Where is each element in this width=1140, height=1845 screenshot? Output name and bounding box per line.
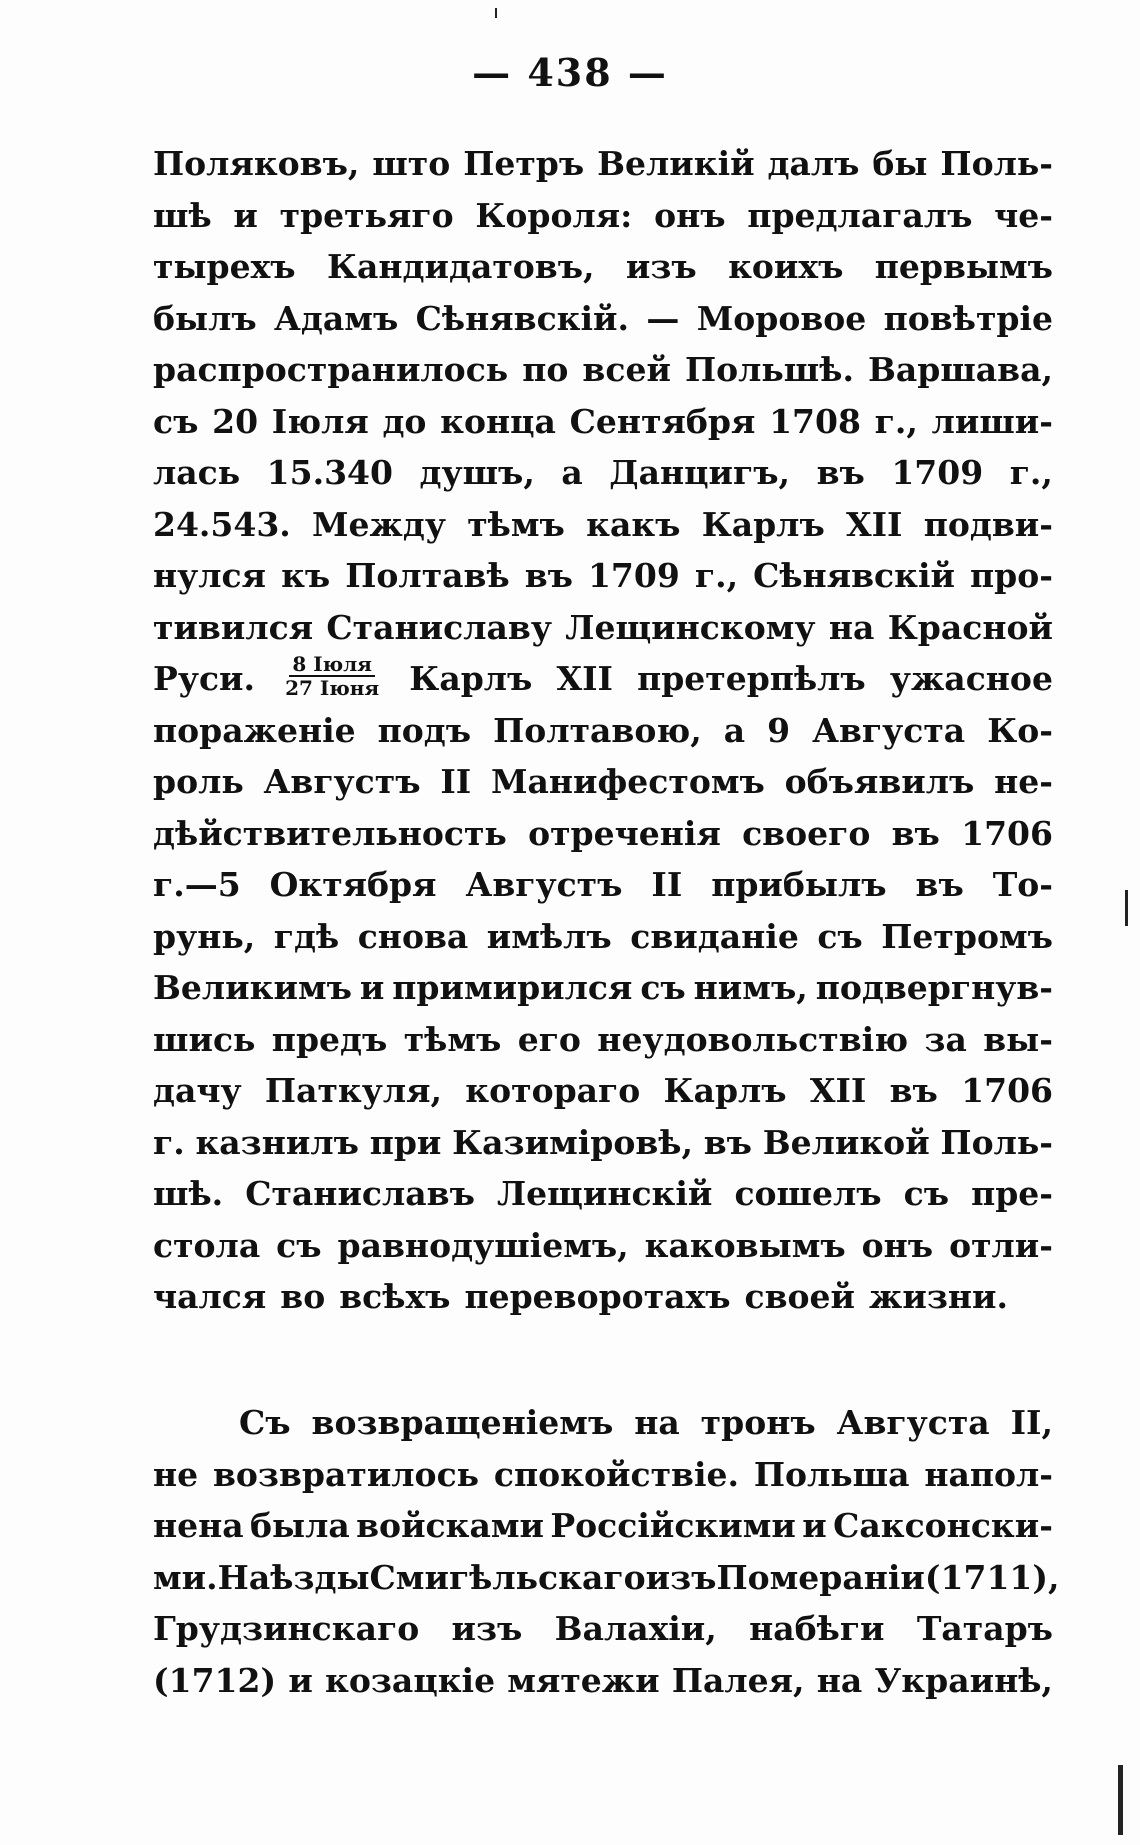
word: мятежи <box>507 1660 660 1700</box>
word: и <box>359 968 385 1007</box>
word: ужасное <box>889 659 1053 698</box>
word: Сѣнявскій. <box>415 298 629 338</box>
word: равнодушіемъ, <box>337 1225 629 1265</box>
word: въ <box>891 813 940 853</box>
word: тѣмъ <box>403 1019 502 1059</box>
word: каковымъ <box>644 1225 846 1265</box>
word: изъ <box>451 1609 523 1648</box>
word: его <box>517 1019 581 1059</box>
word: Съ <box>239 1403 291 1442</box>
word: прибылъ <box>711 865 887 904</box>
word: роль <box>153 762 244 801</box>
word: бы <box>872 144 928 183</box>
margin-mark <box>1118 1765 1123 1835</box>
word: (1711), <box>924 1557 1060 1597</box>
word: снова <box>357 916 469 956</box>
word: во <box>280 1277 326 1316</box>
word: къ <box>281 556 331 595</box>
text-line <box>153 293 1053 345</box>
word: подъ <box>377 710 472 750</box>
word: тырехъ <box>153 247 296 286</box>
word: XII <box>556 659 613 698</box>
word: претерпѣлъ <box>637 659 866 698</box>
word: былъ <box>153 298 257 338</box>
word: лиши- <box>931 401 1053 441</box>
word: всѣхъ <box>339 1277 451 1316</box>
word: была <box>250 1506 350 1545</box>
word: шѣ. <box>153 1174 224 1213</box>
word: Между <box>312 504 446 544</box>
word: Великимъ <box>153 968 352 1007</box>
word: 9 <box>767 710 791 750</box>
word: коихъ <box>728 247 844 286</box>
word: при <box>369 1122 442 1162</box>
word: Грудзинскаго <box>153 1609 420 1648</box>
word: Кандидатовъ, <box>326 247 595 286</box>
word: всей <box>582 350 671 389</box>
text-line <box>153 808 1053 860</box>
word: Саксонски- <box>833 1506 1053 1545</box>
word: рунь, <box>153 916 256 956</box>
text-line <box>153 1655 1053 1707</box>
word: въ <box>703 1122 752 1162</box>
word: Поль- <box>940 1122 1053 1162</box>
word: онъ <box>861 1225 934 1265</box>
word: подвергнув- <box>815 968 1053 1007</box>
word: изъ <box>645 1557 717 1597</box>
word: Лещинскій <box>496 1174 713 1213</box>
word: Іюля <box>271 401 369 441</box>
word: пораженіе <box>153 710 356 750</box>
word: Красной <box>887 607 1053 647</box>
word: не <box>153 1454 199 1494</box>
word: возвращеніемъ <box>311 1403 614 1442</box>
word: набѣги <box>749 1609 885 1648</box>
word: стола <box>153 1225 261 1265</box>
word: въ <box>816 453 865 492</box>
word: XII <box>809 1071 867 1110</box>
text-line <box>153 859 1053 911</box>
text-line <box>153 1500 1053 1552</box>
word: Станиславу <box>326 607 552 647</box>
word: Августъ <box>465 865 623 904</box>
word: че- <box>994 195 1053 235</box>
word: дѣйствительность <box>153 813 507 853</box>
word: конца <box>440 401 556 441</box>
word: объявилъ <box>784 762 975 801</box>
page-number: — 438 — <box>472 50 668 95</box>
word: нена <box>153 1506 244 1545</box>
word: Адамъ <box>274 298 399 338</box>
date-fraction <box>285 653 379 705</box>
margin-mark <box>495 8 497 18</box>
word: а <box>723 710 746 750</box>
text-line <box>153 1397 1053 1449</box>
text-line <box>153 756 1053 808</box>
word: XII <box>846 504 903 544</box>
word: Полтавѣ <box>345 556 510 595</box>
word: г., <box>694 556 739 595</box>
word: изъ <box>625 247 697 286</box>
word: предъ <box>271 1019 388 1059</box>
word: нулся <box>153 556 267 595</box>
word: пре- <box>971 1174 1053 1213</box>
word: Сентября <box>569 401 756 441</box>
word: свиданіе <box>630 916 799 956</box>
text-line <box>153 550 1053 602</box>
word: за <box>924 1019 967 1059</box>
word: II <box>440 762 472 801</box>
text-line <box>153 190 1053 242</box>
word: какъ <box>586 504 681 544</box>
word: далъ <box>767 144 860 183</box>
word: 1709 <box>891 453 984 492</box>
word: 15.340 <box>266 453 393 492</box>
word: Наѣзды <box>217 1557 370 1597</box>
word: 20 <box>212 401 259 441</box>
word: II <box>651 865 683 904</box>
word: отли- <box>949 1225 1053 1265</box>
word: на <box>634 1403 680 1442</box>
word: въ <box>889 1071 938 1110</box>
word: г. <box>153 1122 185 1162</box>
word: Поляковъ, <box>153 144 360 183</box>
word: Россійскими <box>550 1506 796 1545</box>
word: тивился <box>153 607 314 647</box>
text-line <box>153 1065 1053 1117</box>
text-line-fraction <box>153 653 1053 705</box>
word: Палея, <box>671 1660 805 1700</box>
word: предлагалъ <box>747 195 973 235</box>
word: напол- <box>924 1454 1053 1494</box>
word: козацкіе <box>325 1660 496 1700</box>
word: Варшава, <box>867 350 1053 389</box>
word: г., <box>1009 453 1053 492</box>
word: жизни. <box>869 1277 1009 1316</box>
word: Валахіи, <box>554 1609 717 1648</box>
word: Лещинскому <box>565 607 816 647</box>
word: ми. <box>153 1557 218 1597</box>
word: повѣтріе <box>883 298 1053 338</box>
word: и <box>802 1506 827 1545</box>
word: переворотахъ <box>464 1277 731 1316</box>
word: шись <box>153 1019 256 1059</box>
word: Манифестомъ <box>490 762 765 801</box>
word: Августа <box>812 710 966 750</box>
word: въ <box>915 865 964 904</box>
word: 1709 <box>587 556 680 595</box>
word: Петромъ <box>881 916 1053 956</box>
text-line <box>153 344 1053 396</box>
word: распространилось <box>153 350 509 389</box>
word: Руси. <box>153 659 255 698</box>
word: нимъ, <box>693 968 808 1007</box>
word: чался <box>153 1277 267 1316</box>
word: Казиміровѣ, <box>452 1122 693 1162</box>
word: лась <box>153 453 241 492</box>
word: онъ <box>654 195 726 235</box>
word: своей <box>744 1277 856 1316</box>
word: тѣмъ <box>467 504 565 544</box>
word: Татаръ <box>916 1609 1053 1648</box>
word: (1712) <box>153 1660 277 1700</box>
word: Августа <box>836 1403 990 1442</box>
word: Октября <box>269 865 437 904</box>
word: Польшѣ. <box>684 350 854 389</box>
word: Польша <box>753 1454 910 1494</box>
word: имѣлъ <box>486 916 612 956</box>
word: съ <box>903 1174 950 1213</box>
word: Карлъ <box>701 504 825 544</box>
word: гдѣ <box>273 916 340 956</box>
text-line <box>153 447 1053 499</box>
fraction-denominator: 27 Іюня <box>285 676 380 700</box>
word: котораго <box>465 1071 641 1110</box>
text-line <box>153 705 1053 757</box>
word: своего <box>742 813 871 853</box>
word: сошелъ <box>734 1174 882 1213</box>
text-line <box>153 1117 1053 1169</box>
word: и <box>288 1660 313 1700</box>
word: въ <box>524 556 573 595</box>
fraction-numerator: 8 Іюля <box>289 653 375 677</box>
paragraph-2 <box>153 1397 1060 1706</box>
word: Великой <box>762 1122 930 1162</box>
word: Петръ <box>463 144 585 183</box>
word: а <box>561 453 583 492</box>
word: до <box>382 401 427 441</box>
word: Полтавою, <box>493 710 702 750</box>
word: што <box>372 144 451 183</box>
text-line <box>153 1014 1053 1066</box>
word: съ <box>276 1225 322 1265</box>
text-line <box>153 499 1053 551</box>
text-line <box>153 1220 1053 1272</box>
word: 1706 <box>961 1071 1053 1110</box>
word: шѣ <box>153 195 212 235</box>
word: и <box>233 195 258 235</box>
word: То- <box>992 865 1053 904</box>
text-line <box>153 1552 1060 1604</box>
word: примирился <box>392 968 633 1007</box>
text-line <box>153 602 1053 654</box>
word: на <box>816 1660 863 1700</box>
word: Смигѣльскаго <box>369 1557 646 1597</box>
word: тронъ <box>700 1403 816 1442</box>
word: г., <box>874 401 918 441</box>
word: Украинѣ, <box>874 1660 1053 1700</box>
word: г.—5 <box>153 865 241 904</box>
word: неудовольствію <box>597 1019 909 1059</box>
word: 1706 <box>961 813 1053 853</box>
word: 1708 <box>769 401 861 441</box>
text-line <box>153 962 1053 1014</box>
word: первымъ <box>874 247 1053 286</box>
word: Карлъ <box>409 659 533 698</box>
word: 24.543. <box>153 504 291 544</box>
word: душъ, <box>419 453 535 492</box>
text-line <box>153 1603 1053 1655</box>
word: Великій <box>597 144 755 183</box>
word: съ <box>640 968 686 1007</box>
word: Короля: <box>475 195 633 235</box>
text-line <box>153 1449 1053 1501</box>
word: на <box>828 607 875 647</box>
paragraph-1 <box>153 138 1053 1323</box>
word: подви- <box>923 504 1053 544</box>
word: Помераніи <box>716 1557 925 1597</box>
word: съ <box>153 401 199 441</box>
word: про- <box>970 556 1053 595</box>
text-line <box>153 1271 1053 1323</box>
word: казнилъ <box>195 1122 359 1162</box>
word: Поль- <box>940 144 1053 183</box>
word: Карлъ <box>663 1071 787 1110</box>
word: возвратилось <box>212 1454 480 1494</box>
text-line <box>153 138 1053 190</box>
margin-mark <box>1125 890 1128 926</box>
text-line <box>153 1168 1053 1220</box>
word: съ <box>817 916 863 956</box>
word: дачу <box>153 1071 242 1110</box>
word: спокойствіе. <box>493 1454 739 1494</box>
word: Ко- <box>987 710 1053 750</box>
word: — <box>646 298 680 338</box>
word: Сѣнявскій <box>753 556 955 595</box>
word: II, <box>1010 1403 1053 1442</box>
word: по <box>522 350 569 389</box>
word: Данцигъ, <box>609 453 791 492</box>
word: третьяго <box>279 195 454 235</box>
text-line <box>153 241 1053 293</box>
word: вы- <box>983 1019 1053 1059</box>
text-line <box>153 911 1053 963</box>
word: Станиславъ <box>245 1174 475 1213</box>
text-line <box>153 396 1053 448</box>
word: Августъ <box>263 762 421 801</box>
word: Паткуля, <box>264 1071 443 1110</box>
word: войсками <box>356 1506 544 1545</box>
word: отреченія <box>528 813 721 853</box>
word: Моровое <box>696 298 867 338</box>
word: не- <box>994 762 1053 801</box>
